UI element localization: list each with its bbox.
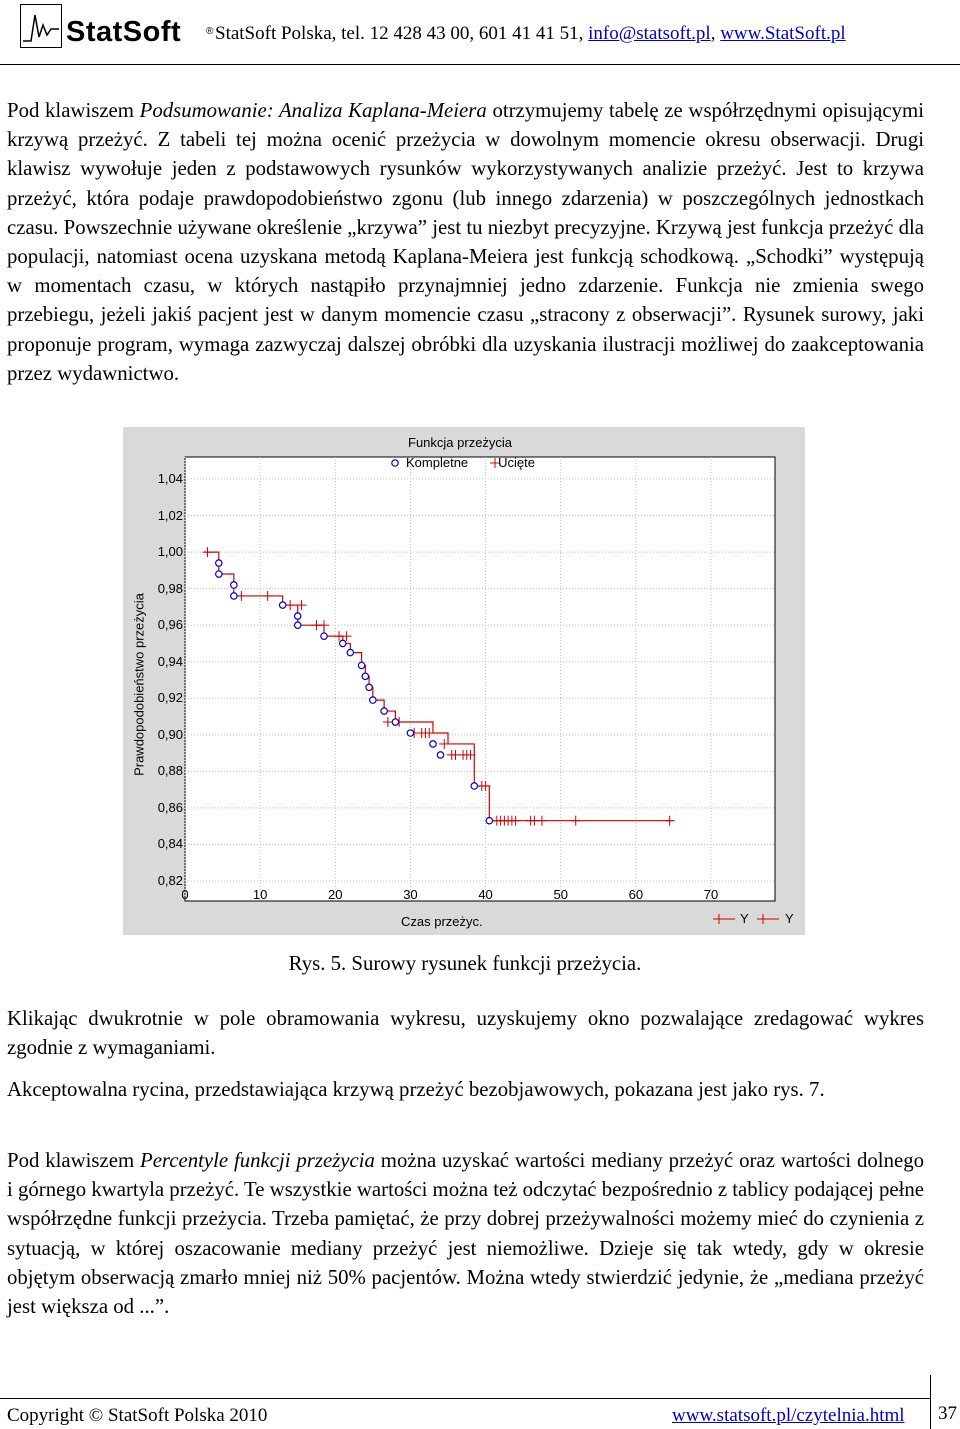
page-number: 37 (938, 1403, 957, 1424)
y-tick-label: 1,04 (157, 471, 183, 486)
y-axis-label: Prawdopodobieństwo przeżycia (131, 593, 147, 776)
event-marker (231, 593, 237, 599)
event-marker (340, 640, 346, 646)
y-tick-label: 1,02 (157, 507, 183, 523)
x-tick-label: 30 (403, 887, 418, 902)
contact-separator: , (710, 23, 721, 44)
y-tick-label: 0,92 (157, 690, 183, 706)
footer-link[interactable]: www.statsoft.pl/czytelnia.html (672, 1405, 905, 1426)
legend-censored-label: Ucięte (498, 455, 536, 470)
event-marker (216, 571, 222, 577)
plot-frame (185, 457, 775, 901)
p4-emphasis: Percentyle funkcji przeżycia (139, 1149, 375, 1172)
logo-registered-mark: ® (206, 26, 214, 37)
y-tick-label: 0,90 (157, 726, 183, 742)
p1-text-b: otrzymujemy tabelę ze współrzędnymi opisującymi krzywą przeżyć. Z tabeli tej można ocenić przeżycia w dowolnym momencie okresu obserwacji. Drugi klawisz wywołuje jeden z podstawowych rysunków wykorzystywanych analizie przeżyć. Jest to krzywa przeżyć, która podaje prawdopodobieństwo zgonu (lub innego zdarzenia) w poszczególnych jednostkach czasu. Powszechnie używane określenie „krzywa” jest tu niezbyt precyzyjne. Krzywą jest funkcja przeżyć dla populacji, natomiast ocena uzyskana metodą Kaplana-Meiera jest funkcją schodkową. „Schodki” występują w momentach czasu, w których nastąpiło przynajmniej jedno zdarzenie. Funkcja nie zmienia swego przebiegu, jeżeli jakiś pacjent jest w danym momencie czasu „stracony z obserwacji”. Rysunek surowy, jaki proponuje program, wymaga zazwyczaj dalszej obróbki dla uzyskania ilustracji możliwej do zaakceptowania przez wydawnictwo. (7, 99, 924, 385)
footer-divider (0, 1398, 930, 1399)
paragraph-1 (7, 96, 924, 388)
event-marker (362, 673, 368, 679)
y-tick-label: 0,98 (157, 580, 183, 596)
event-marker (347, 649, 353, 655)
event-marker (407, 730, 413, 736)
event-marker (366, 684, 372, 690)
paragraph-4 (7, 1146, 924, 1321)
logo-text: StatSoft (66, 16, 182, 48)
event-marker (358, 662, 364, 668)
paragraph-3: Akceptowalna rycina, przedstawiająca krzywą przeżyć bezobjawowych, pokazana jest jako rys. 7. (7, 1078, 825, 1101)
event-marker (370, 697, 376, 703)
event-marker (295, 613, 301, 619)
y-tick-label: 1,00 (157, 544, 183, 560)
event-marker (321, 633, 327, 639)
y-tick-label: 0,94 (157, 653, 183, 669)
event-marker (430, 741, 436, 747)
event-marker (381, 708, 387, 714)
email-link[interactable]: info@statsoft.pl (588, 23, 711, 44)
x-tick-label: 40 (478, 887, 493, 902)
header-contact (215, 23, 846, 45)
figure-caption: Rys. 5. Surowy rysunek funkcji przeżycia. (288, 952, 642, 975)
x-tick-label: 50 (553, 887, 568, 902)
chart-svg (123, 427, 805, 935)
p1-text-a: Pod klawiszem (7, 99, 140, 122)
extra-legend-label-1: Y (740, 911, 749, 926)
y-tick-label: 0,88 (157, 763, 183, 779)
survival-chart[interactable] (123, 427, 805, 935)
event-marker (295, 622, 301, 628)
event-marker (486, 818, 492, 824)
event-marker (392, 719, 398, 725)
x-tick-label: 0 (181, 887, 189, 902)
x-tick-label: 10 (252, 887, 268, 902)
extra-legend-label-2: Y (785, 911, 794, 926)
footer-copyright: Copyright © StatSoft Polska 2010 (7, 1405, 268, 1426)
event-marker (231, 582, 237, 588)
y-tick-label: 0,96 (157, 617, 183, 633)
legend-row (388, 455, 535, 470)
p4-text-b: można uzyskać wartości mediany przeżyć oraz wartości dolnego i górnego kwartyla przeżyć. Te wszystkie wartości można też odczytać bezpośrednio z tablicy podającej pełne współrzędne funkcji przeżycia. Trzeba pamiętać, że przy dobrej przeżywalności możemy mieć do czynienia z sytuacją, w której oszacowanie mediany przeżyć jest niemożliwe. Dzieje się tak wtedy, gdy w okresie objętym obserwacją zmarło mniej niż 50% pacjentów. Można wtedy stwierdzić jedynie, że „mediana przeżyć jest większa od ...”. (7, 1149, 924, 1319)
p1-emphasis: Podsumowanie: Analiza Kaplana-Meiera (139, 99, 487, 122)
statsoft-logo (20, 4, 214, 58)
logo-graph-icon (20, 4, 62, 48)
x-axis-label: Czas przeżyc. (401, 914, 483, 929)
chart-grid (185, 457, 775, 901)
event-marker (279, 602, 285, 608)
legend-complete-label: Kompletne (406, 455, 469, 470)
event-marker (216, 560, 222, 566)
y-tick-label: 0,82 (157, 873, 183, 888)
paragraph-2: Klikając dwukrotnie w pole obramowania wykresu, uzyskujemy okno pozwalające zredagować wykres zgodnie z wymaganiami. (7, 1007, 924, 1060)
y-tick-label: 0,84 (157, 836, 183, 852)
x-tick-label: 20 (328, 887, 343, 902)
p4-text-a: Pod klawiszem (7, 1149, 140, 1172)
page-header (0, 0, 960, 65)
x-tick-label: 70 (703, 887, 719, 902)
x-tick-label: 60 (628, 887, 644, 902)
legend-title: Funkcja przeżycia (408, 435, 513, 450)
website-link[interactable]: www.StatSoft.pl (720, 23, 846, 44)
contact-text: StatSoft Polska, tel. 12 428 43 00, 601 41 41 51, (215, 23, 589, 44)
page-number-divider (930, 1375, 931, 1429)
y-tick-label: 0,86 (157, 799, 183, 815)
event-marker (437, 752, 443, 758)
event-marker (471, 783, 477, 789)
